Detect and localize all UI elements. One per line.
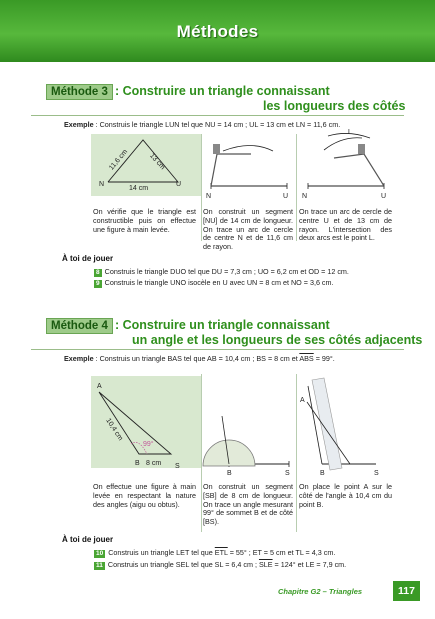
point-s-label: S [175, 463, 180, 470]
point-a-label: A [300, 397, 305, 404]
exercise-number: 10 [96, 550, 104, 557]
angle-name: $\overline{ETL}$ [214, 548, 228, 557]
point-n-label: N [302, 193, 308, 200]
method-3-step-3: On trace un arc de cercle de centre U et de 13 cm de rayon. L'intersection des deux arcs est le point L. [299, 207, 392, 243]
exercise-10 [94, 548, 335, 558]
example-prefix: Exemple [64, 354, 94, 363]
method-4-practice-heading: À toi de jouer [62, 535, 114, 544]
page-title: Méthodes [176, 22, 259, 41]
point-l-label: L [348, 129, 352, 136]
exercise-text: Construis le triangle UNO isocèle en U avec UN = 8 cm et NO = 3,6 cm. [104, 278, 334, 287]
column-divider [296, 374, 297, 532]
figure-freehand-bas [91, 376, 201, 471]
figure-step-arc-u [298, 124, 403, 204]
example-text: : Construis un triangle BAS tel que AB = 10,4 cm ; BS = 8 cm et [93, 354, 300, 363]
point-u-label: U [283, 193, 289, 200]
exercise-9 [94, 278, 334, 288]
point-b-label: B [320, 470, 325, 477]
example-text: = 99°. [313, 354, 335, 363]
point-s-label: S [285, 470, 290, 477]
method-3-practice-heading: À toi de jouer [62, 254, 114, 263]
method-4-title-line2: un angle et les longueurs de ses côtés adjacents [132, 333, 423, 347]
method-4-step-3: On place le point A sur le côté de l'angle à 10,4 cm du point B. [299, 482, 392, 509]
figure-step-ruler [298, 378, 403, 476]
figure-freehand-lun [91, 134, 201, 204]
point-u-label: U [381, 193, 387, 200]
method-3-title-line1: : Construire un triangle connaissant [115, 84, 330, 98]
chapter-footer: Chapitre G2 – Triangles [278, 587, 363, 596]
column-divider [201, 134, 202, 241]
angle-label: 99° [143, 441, 154, 448]
method-3-step-2: On construit un segment [NU] de 14 cm de longueur. On trace un arc de cercle de centre N et de 11,6 cm de rayon. [203, 207, 293, 252]
column-divider [201, 374, 202, 532]
figure-step-protractor [203, 376, 296, 476]
point-n-label: N [206, 193, 212, 200]
method-4-step-1: On effectue une figure à main levée en respectant la nature des angles (aigu ou obtus). [93, 482, 196, 509]
point-a-label: A [97, 383, 102, 390]
method-3-step-1: On vérifie que le triangle est constructible puis on effectue une figure à main levée. [93, 207, 196, 234]
page-number: 117 [393, 581, 420, 601]
angle-name: $\overline{SLE}$ [258, 560, 273, 569]
exercise-text: = 124° et LE = 7,9 cm. [272, 560, 347, 569]
exercise-text: Construis un triangle SEL tel que SL = 6,4 cm ; [107, 560, 259, 569]
point-b-label: B [135, 460, 140, 467]
method-3-label: Méthode 3 [46, 84, 113, 100]
angle-name: $\overline{ABS}$ [299, 354, 314, 363]
column-divider [296, 134, 297, 241]
point-b-label: B [227, 470, 232, 477]
point-n-label: N [99, 181, 105, 188]
point-s-label: S [374, 470, 379, 477]
method-4-step-2: On construit un segment [SB] de 8 cm de longueur. On trace un angle mesurant 99° de sommet B et de côté [BS). [203, 482, 293, 527]
exercise-text: = 55° ; ET = 5 cm et TL = 4,3 cm. [227, 548, 336, 557]
separator [31, 115, 404, 116]
exercise-8 [94, 267, 349, 277]
side-ab-label: 10,4 cm [104, 417, 124, 443]
method-4-label: Méthode 4 [46, 318, 113, 334]
exercise-text: Construis le triangle DUO tel que DU = 7,3 cm ; UO = 6,2 cm et OD = 12 cm. [104, 267, 349, 276]
exercise-number: 9 [96, 280, 100, 287]
side-ul-label: 13 cm [148, 152, 167, 172]
example-prefix: Exemple [64, 120, 94, 129]
method-3-title-line2: les longueurs des côtés [263, 99, 406, 113]
exercise-text: Construis un triangle LET tel que [108, 548, 215, 557]
side-nu-label: 14 cm [129, 185, 149, 192]
point-u-label: U [176, 181, 182, 188]
figure-step-arc-n [203, 136, 296, 204]
exercise-number: 11 [96, 562, 103, 569]
example-text: : Construis le triangle LUN tel que NU = 14 cm ; UL = 13 cm et LN = 11,6 cm. [93, 120, 341, 129]
exercise-number: 8 [96, 269, 100, 276]
side-nl-label: 11,6 cm [108, 148, 130, 172]
side-bs-label: 8 cm [146, 460, 162, 467]
separator [31, 349, 404, 350]
method-4-title-line1: : Construire un triangle connaissant [115, 318, 330, 332]
exercise-11 [94, 560, 346, 570]
method-4-example [64, 354, 335, 363]
